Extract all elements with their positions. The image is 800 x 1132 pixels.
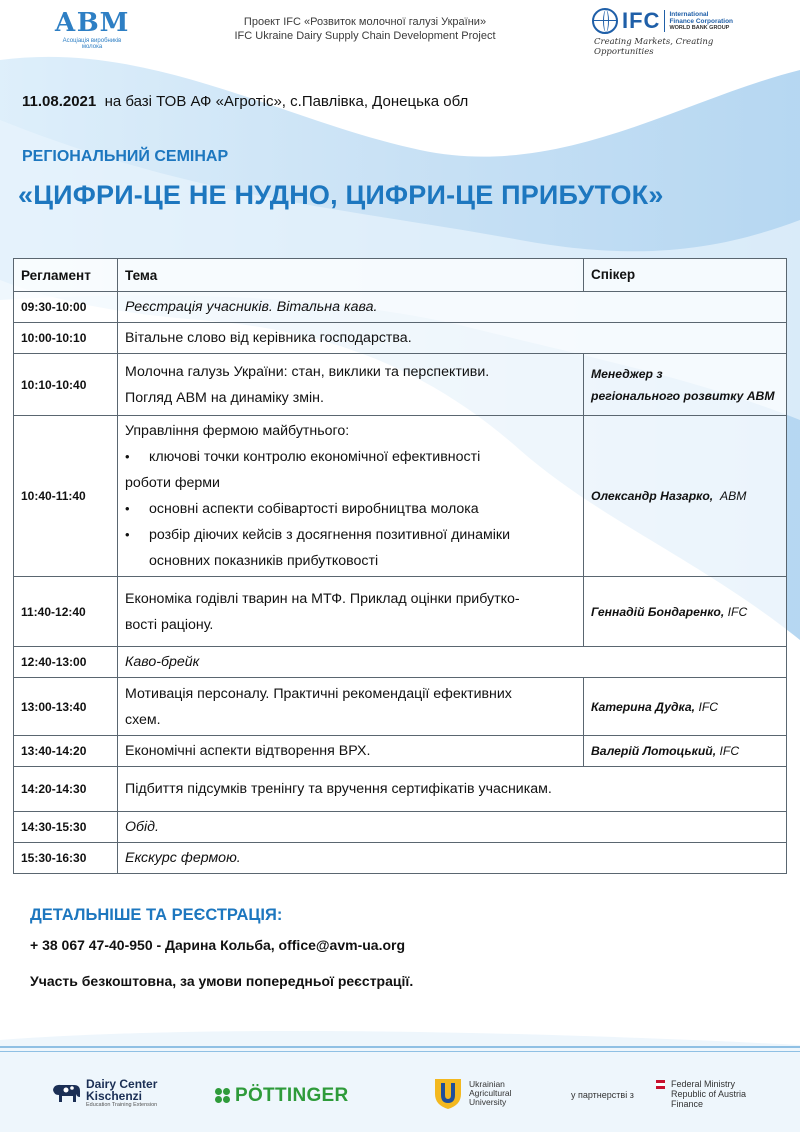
row-topic (118, 577, 584, 647)
austria-flag-icon (656, 1080, 665, 1089)
dairy-line2: Kischenzi (86, 1089, 143, 1103)
ifc-slogan: Creating Markets, Creating Opportunities (594, 37, 714, 57)
austria-line2: Republic of Austria (671, 1089, 747, 1099)
pottinger-word: PÖTTINGER (235, 1085, 349, 1106)
row-time: 10:00-10:10 (14, 323, 118, 354)
row-topic: Вітальне слово від керівника господарства. (118, 323, 787, 354)
university-logo (433, 1076, 512, 1110)
topic-line: Економіка годівлі тварин на МТФ. Приклад оцінки прибутко- (125, 590, 520, 607)
bullet-item (125, 522, 576, 548)
topic-line: схем. (125, 711, 161, 728)
speaker-line: регіонального розвитку АВМ (591, 388, 775, 403)
austria-line3: Finance (671, 1099, 704, 1109)
university-line3: University (469, 1096, 507, 1107)
ifc-logo-line3: WORLD BANK GROUP (669, 24, 730, 31)
row-speaker (584, 577, 787, 647)
header-speaker: Спікер (584, 259, 787, 292)
table-row (14, 647, 787, 678)
bullet-continuation: роботи ферми (125, 475, 220, 491)
row-topic: Підбиття підсумків тренінгу та вручення сертифікатів учасникам. (118, 767, 787, 812)
speaker-org: IFC (727, 604, 748, 619)
row-topic (118, 678, 584, 736)
topic-intro: Управління фермою майбутнього: (125, 423, 350, 439)
event-type: РЕГІОНАЛЬНИЙ СЕМІНАР (22, 148, 229, 165)
contact-phone: + 38 067 47-40-950 - Дарина Кольба, office@avm-ua.org (30, 937, 406, 953)
speaker-name: Катерина Дудка, (591, 699, 696, 714)
bullet-text: ключові точки контролю економічної ефективності (149, 449, 481, 465)
agenda-header-row (14, 259, 787, 292)
bullet-text: розбір діючих кейсів з досягнення позитивної динаміки (149, 527, 511, 543)
table-row (14, 577, 787, 647)
project-line-en: IFC Ukraine Dairy Supply Chain Development Project (234, 30, 496, 42)
ifc-logo-text (669, 11, 733, 32)
partnership-text: у партнерстві з (571, 1090, 634, 1100)
row-topic: Екскурс фермою. (118, 843, 787, 874)
project-line-ua: Проект IFC «Розвиток молочної галузі України» (243, 16, 487, 28)
project-title (200, 15, 530, 43)
university-shield-icon (433, 1076, 463, 1110)
speaker-name: Олександр Назарко, (591, 489, 714, 503)
footer-divider-thin (0, 1051, 800, 1052)
table-row (14, 736, 787, 767)
clover-icon (215, 1088, 231, 1104)
dairy-line3: Education Training Extension (86, 1102, 158, 1108)
table-row (14, 843, 787, 874)
row-speaker (584, 678, 787, 736)
event-date-location (22, 93, 468, 110)
header-topic: Тема (118, 259, 584, 292)
topic-bullets (125, 496, 576, 548)
speaker-name: Геннадій Бондаренко, (591, 604, 725, 619)
globe-icon (592, 8, 618, 34)
topic-line: Молочна галузь України: стан, виклики та перспективи. (125, 363, 490, 380)
row-time: 11:40-12:40 (14, 577, 118, 647)
ifc-logo-line1: International (669, 10, 709, 18)
row-topic: Реєстрація учасників. Вітальна кава. (118, 292, 787, 323)
table-row (14, 292, 787, 323)
austria-line1: Federal Ministry (671, 1079, 736, 1089)
table-row (14, 323, 787, 354)
row-topic (118, 416, 584, 577)
bullet-continuation: основних показників прибутковості (149, 553, 379, 569)
topic-line: Погляд АВМ на динаміку змін. (125, 389, 324, 406)
contacts-title: ДЕТАЛЬНІШЕ ТА РЕЄСТРАЦІЯ: (30, 906, 283, 924)
agenda-table (13, 258, 787, 874)
event-location: на базі ТОВ АФ «Агротіс», с.Павлівка, Донецька обл (104, 93, 469, 110)
row-speaker (584, 736, 787, 767)
speaker-org: IFC (719, 744, 740, 758)
row-speaker (584, 354, 787, 416)
austria-ministry-logo (656, 1079, 746, 1109)
event-date: 11.08.2021 (22, 93, 97, 110)
speaker-org: АВМ (719, 489, 747, 503)
table-row (14, 767, 787, 812)
speaker-name: Валерій Лотоцький, (591, 744, 717, 758)
row-time: 10:10-10:40 (14, 354, 118, 416)
table-row (14, 354, 787, 416)
row-time: 09:30-10:00 (14, 292, 118, 323)
bullet-item (125, 496, 576, 522)
row-topic: Обід. (118, 812, 787, 843)
dairy-line1: Dairy Center (86, 1077, 158, 1091)
speaker-org: IFC (698, 699, 719, 714)
table-row (14, 416, 787, 577)
row-topic (118, 354, 584, 416)
table-row (14, 812, 787, 843)
bullet-text: основні аспекти собівартості виробництва молока (149, 501, 479, 517)
avm-logo-caption: Асоціація виробників молока (62, 38, 122, 50)
cow-icon (50, 1080, 82, 1106)
topic-line: Мотивація персоналу. Практичні рекомендації ефективних (125, 685, 512, 702)
pottinger-logo (215, 1085, 349, 1107)
ifc-logo (592, 8, 772, 57)
dairy-center-logo (50, 1078, 157, 1108)
avm-logo-mark: АВМ (54, 8, 130, 38)
row-time: 13:40-14:20 (14, 736, 118, 767)
row-time: 12:40-13:00 (14, 647, 118, 678)
ifc-logo-line2: Finance Corporation (669, 17, 734, 25)
row-speaker (584, 416, 787, 577)
row-time: 14:20-14:30 (14, 767, 118, 812)
row-topic: Каво-брейк (118, 647, 787, 678)
university-line1: Ukrainian (469, 1078, 505, 1089)
bullet-item (125, 444, 576, 470)
avm-logo (52, 10, 132, 50)
topic-line: вості раціону. (125, 616, 214, 633)
ifc-logo-word: IFC (622, 8, 661, 33)
header-time: Регламент (14, 259, 118, 292)
row-time: 10:40-11:40 (14, 416, 118, 577)
row-time: 14:30-15:30 (14, 812, 118, 843)
speaker-line: Менеджер з (591, 366, 663, 381)
event-title: «ЦИФРИ-ЦЕ НЕ НУДНО, ЦИФРИ-ЦЕ ПРИБУТОК» (18, 180, 664, 210)
table-row (14, 678, 787, 736)
row-topic: Економічні аспекти відтворення ВРХ. (118, 736, 584, 767)
university-line2: Agricultural (469, 1087, 512, 1098)
participation-note: Участь безкоштовна, за умови попередньої реєстрації. (30, 973, 414, 989)
ifc-logo-divider (664, 10, 665, 32)
row-time: 15:30-16:30 (14, 843, 118, 874)
topic-bullets (125, 444, 576, 470)
row-time: 13:00-13:40 (14, 678, 118, 736)
footer-divider (0, 1046, 800, 1048)
